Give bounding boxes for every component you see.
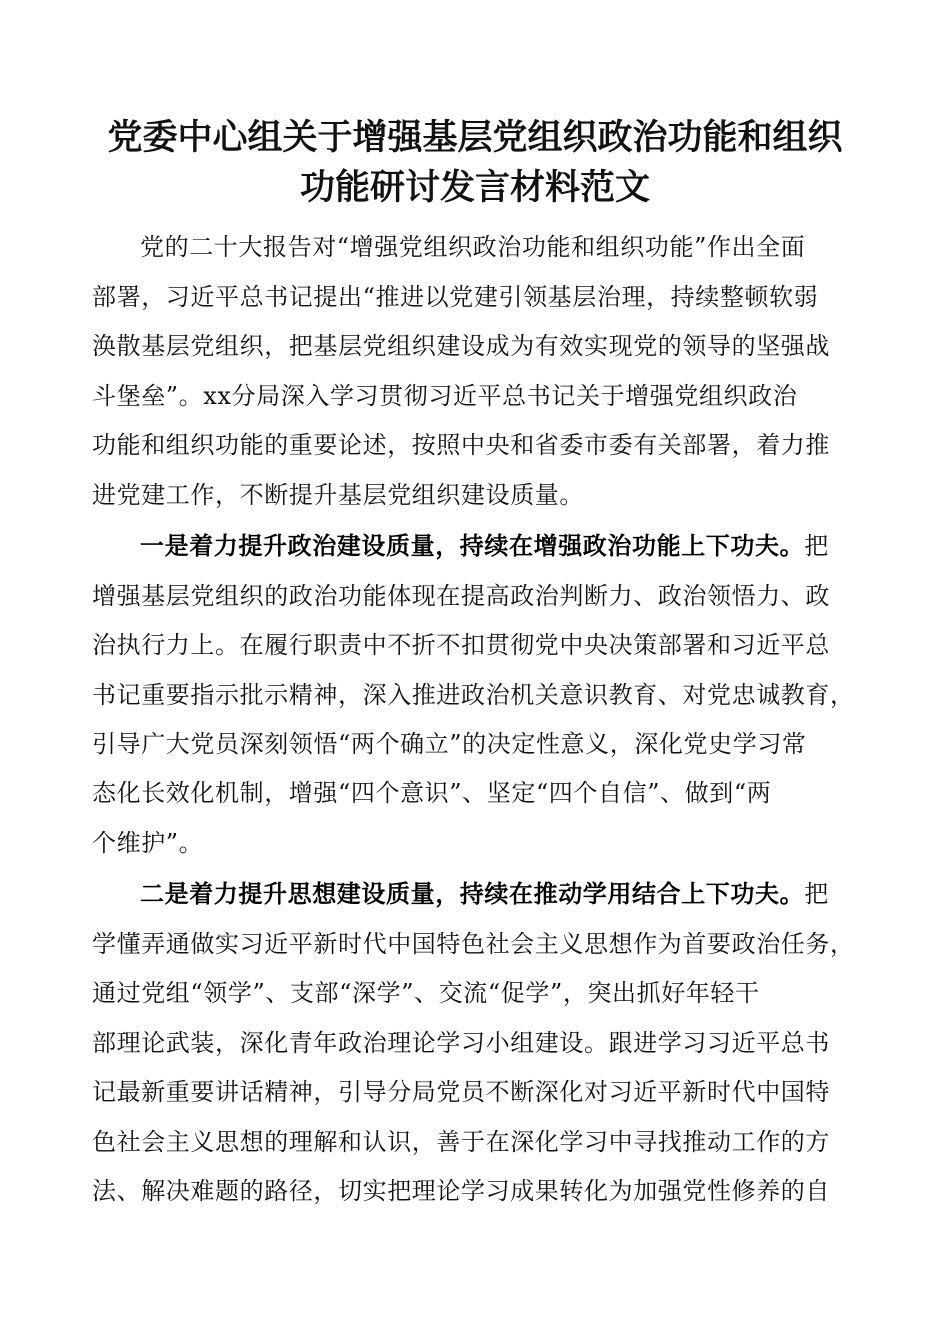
section1-first-line [140,526,829,566]
section2-first-rest: 把 [804,880,829,908]
section1-line-2: 增强基层党组织的政治功能体现在提高政治判断力、政治领悟力、政 [92,582,830,610]
section1-first-rest: 把 [804,532,829,560]
section2-line-7: 法、解决难题的路径，切实把理论学习成果转化为加强党性修养的自 [92,1177,830,1205]
section1-line-7: 个维护”。 [92,829,204,857]
section1-line-5: 引导广大党员深刻领悟“两个确立”的决定性意义，深化党史学习常 [92,730,807,758]
section1-lead: 一是着力提升政治建设质量，持续在增强政治功能上下功夫。 [140,532,805,560]
section2-first-line [140,874,829,914]
section2-line-6: 色社会主义思想的理解和认识，善于在深化学习中寻找推动工作的方 [92,1128,830,1156]
document-title-line-2: 功能研讨发言材料范文 [299,168,650,208]
section2-line-4: 部理论武装，深化青年政治理论学习小组建设。跟进学习习近平总书 [92,1029,830,1057]
section1-line-4: 书记重要指示批示精神，深入推进政治机关意识教育、对党忠诚教育， [92,681,855,709]
section1-line-3: 治执行力上。在履行职责中不折不扣贯彻党中央决策部署和习近平总 [92,631,830,659]
intro-line-4: 斗堡垒”。xx分局深入学习贯彻习近平总书记关于增强党组织政治 [92,382,798,410]
section2-lead: 二是着力提升思想建设质量，持续在推动学用结合上下功夫。 [140,880,805,908]
intro-line-2: 部署，习近平总书记提出“推进以党建引领基层治理，持续整顿软弱 [92,283,819,311]
section1-line-6: 态化长效化机制，增强“四个意识”、坚定“四个自信”、做到“两 [92,779,772,807]
document-title-line-1: 党委中心组关于增强基层党组织政治功能和组织 [107,118,843,158]
section2-line-3: 通过党组“领学”、支部“深学”、交流“促学”，突出抓好年轻干 [92,979,760,1007]
intro-line-5: 功能和组织功能的重要论述，按照中央和省委市委有关部署，着力推 [92,431,830,459]
section2-line-5: 记最新重要讲话精神，引导分局党员不断深化对习近平新时代中国特 [92,1078,830,1106]
intro-line-6: 进党建工作，不断提升基层党组织建设质量。 [92,481,584,509]
intro-line-3: 涣散基层党组织，把基层党组织建设成为有效实现党的领导的坚强战 [92,332,830,360]
intro-line-1: 党的二十大报告对“增强党组织政治功能和组织功能”作出全面 [140,233,806,261]
section2-line-2: 学懂弄通做实习近平新时代中国特色社会主义思想作为首要政治任务， [92,930,855,958]
